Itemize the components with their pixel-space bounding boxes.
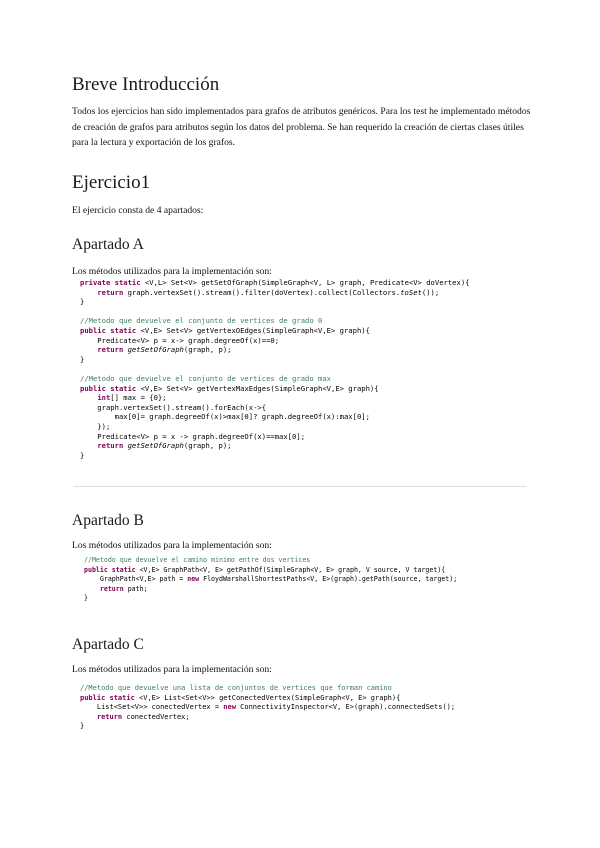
- code-line: public static <V,E> Set<V> getVertexMaxEdges(SimpleGraph<V,E> graph){: [80, 383, 379, 393]
- code-line: Predicate<V> p = x -> graph.degreeOf(x)==max[0];: [80, 431, 306, 441]
- code-line: graph.vertexSet().stream().forEach(x->{: [80, 402, 267, 412]
- code-line: //Metodo que devuelve el conjunto de vertices de grado 0: [80, 316, 323, 326]
- code-line: public static <V,E> GraphPath<V, E> getPathOf(SimpleGraph<V, E> graph, V source, V target){: [84, 565, 446, 574]
- code-line: [80, 364, 470, 374]
- code-line: [80, 307, 470, 317]
- code-line: max[0]= graph.degreeOf(x)>max[0]? graph.degreeOf(x):max[0];: [80, 412, 370, 422]
- code-line: Predicate<V> p = x-> graph.degreeOf(x)==0;: [80, 335, 280, 345]
- intro-paragraph: Todos los ejercicios han sido implementados para grafos de atributos genéricos. Para los test he implementado métodos de creación de grafos para atributos según los datos del problema. Se han requerido la creación de ciertas clases útiles para la lectura y exportación de los grafos.: [72, 106, 531, 148]
- code-line: }: [80, 354, 85, 364]
- section-title-ejercicio1: Ejercicio1: [72, 172, 151, 193]
- code-line: //Metodo que devuelve una lista de conjuntos de vertices que forman camino: [80, 684, 392, 692]
- code-line: List<Set<V>> conectedVertex = new ConnectivityInspector<V, E>(graph).connectedSets();: [80, 703, 456, 712]
- code-line: return conectedVertex;: [96, 712, 190, 721]
- code-line: public static <V,E> Set<V> getVertexOEdges(SimpleGraph<V,E> graph){: [80, 325, 370, 335]
- code-line: return path;: [99, 584, 148, 593]
- apartado-c-lead: Los métodos utilizados para la implementación son:: [72, 664, 272, 675]
- apartado-b-lead: Los métodos utilizados para la implementación son:: [72, 540, 272, 551]
- subsection-title-apartado-b: Apartado B: [72, 512, 144, 529]
- code-line: return getSetOfGraph(graph, p);: [97, 345, 232, 355]
- code-block-apartado-c: [80, 683, 455, 731]
- code-block-apartado-b: [84, 556, 457, 604]
- code-line: return graph.vertexSet().stream().filter(doVertex).collect(Collectors.toSet());: [97, 287, 440, 297]
- subsection-title-apartado-a: Apartado A: [72, 236, 144, 253]
- code-block-apartado-a: [80, 278, 470, 460]
- code-line: GraphPath<V,E> path = new FloydWarshallShortestPaths<V, E>(graph).getPath(source, target);: [84, 575, 458, 584]
- code-line: });: [80, 421, 111, 431]
- code-line: return getSetOfGraph(graph, p);: [97, 441, 232, 451]
- ejercicio1-description: El ejercicio consta de 4 apartados:: [72, 205, 204, 216]
- subsection-title-apartado-c: Apartado C: [72, 636, 144, 653]
- code-line: //Metodo que devuelve el camino minimo entre dos vertices: [84, 556, 311, 564]
- section-title-intro: Breve Introducción: [72, 74, 220, 95]
- code-line: //Metodo que devuelve el conjunto de vertices de grado max: [80, 373, 331, 383]
- code-line: }: [80, 450, 85, 460]
- code-line: private static <V,L> Set<V> getSetOfGraph(SimpleGraph<V, L> graph, Predicate<V> doVertex){: [80, 278, 470, 287]
- apartado-a-lead: Los métodos utilizados para la implementación son:: [72, 266, 272, 277]
- code-line: }: [80, 722, 85, 731]
- code-line: }: [84, 594, 88, 603]
- code-line: public static <V,E> List<Set<V>> getConectedVertex(SimpleGraph<V, E> graph){: [80, 693, 401, 702]
- code-line: int[] max = {0};: [97, 393, 167, 403]
- code-line: }: [80, 297, 85, 307]
